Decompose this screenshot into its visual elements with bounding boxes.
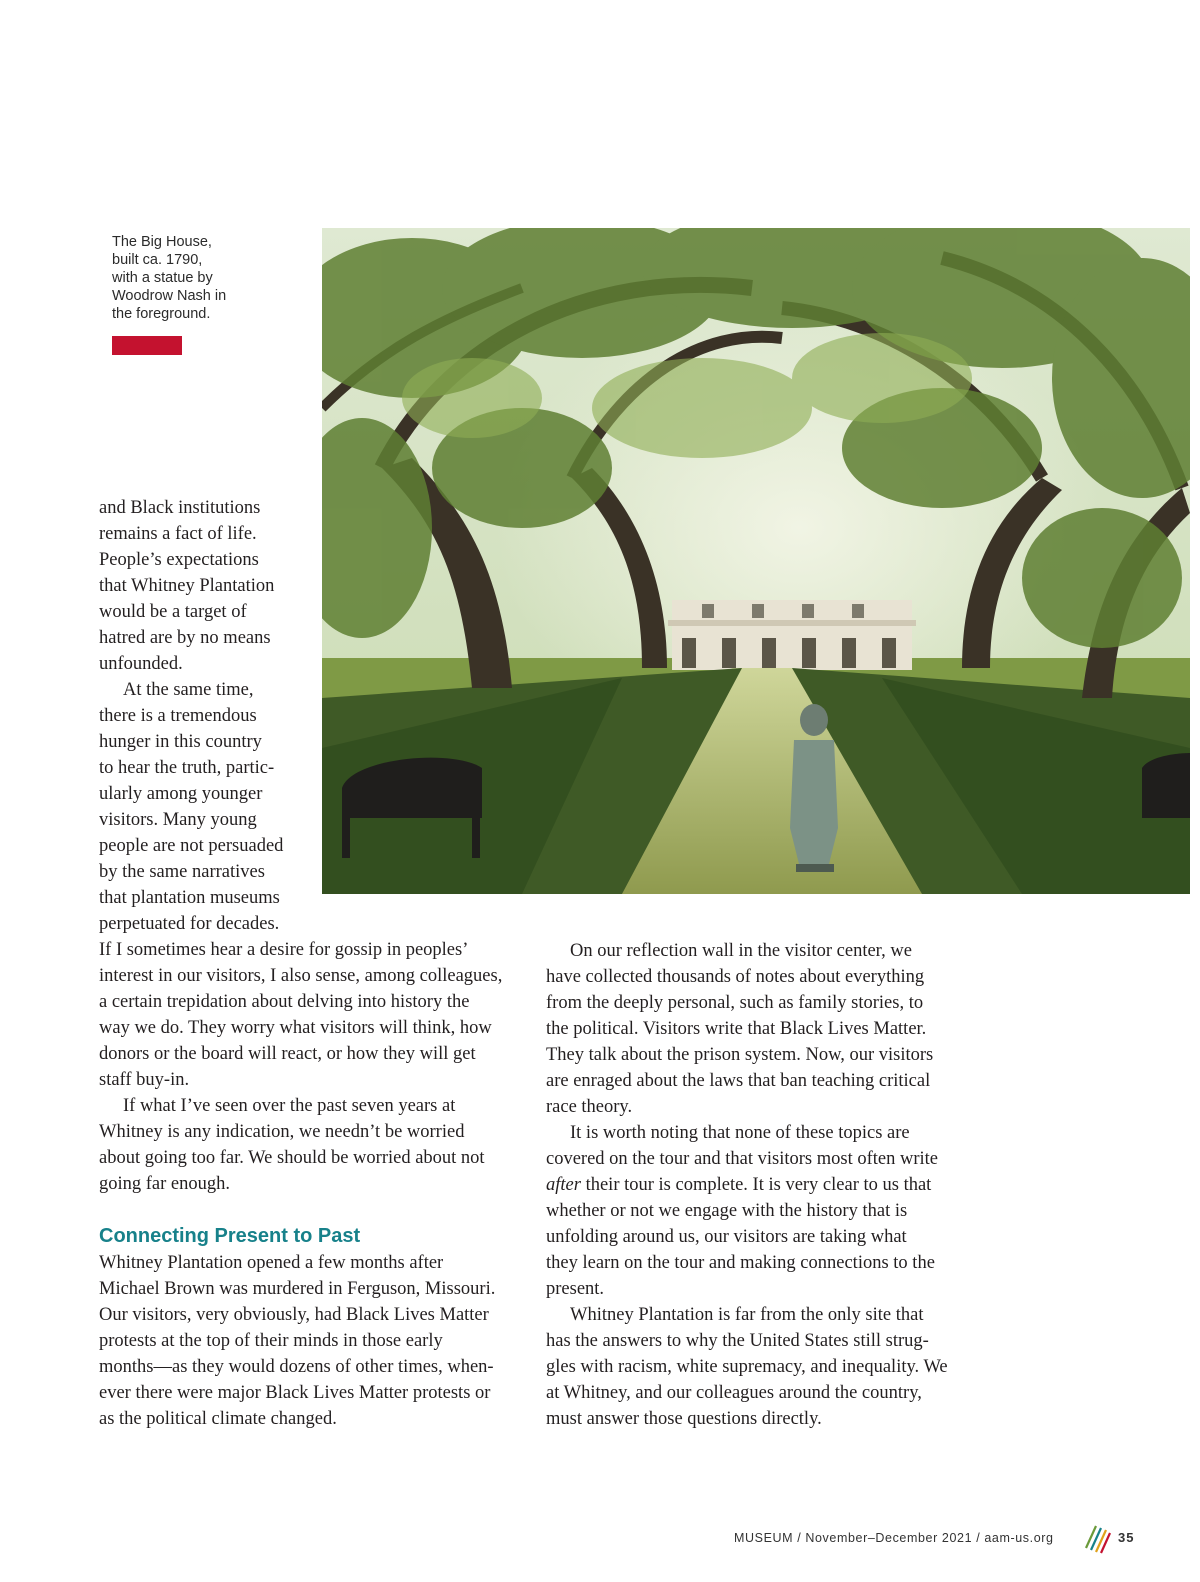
text-line: race theory. xyxy=(546,1097,633,1117)
caption-accent-bar xyxy=(112,336,182,355)
text-line: staff buy-in. xyxy=(99,1070,190,1090)
text-line: and Black institutions xyxy=(99,498,261,518)
text-line: are enraged about the laws that ban teaching critical xyxy=(546,1071,931,1091)
text-line: would be a target of xyxy=(99,602,247,622)
text-line: remains a fact of life. xyxy=(99,524,257,544)
text-line: has the answers to why the United States still strug- xyxy=(546,1331,929,1351)
text-line: protests at the top of their minds in those early xyxy=(99,1331,443,1351)
photo-illustration xyxy=(322,228,1190,894)
text-line: If I sometimes hear a desire for gossip in peoples’ xyxy=(99,940,469,960)
text-line: ularly among younger xyxy=(99,784,263,804)
text-line: ever there were major Black Lives Matter protests or xyxy=(99,1383,491,1403)
text-line: about going too far. We should be worried about not xyxy=(99,1148,485,1168)
text-line: People’s expectations xyxy=(99,550,259,570)
text-line: hunger in this country xyxy=(99,732,262,752)
text-line: It is worth noting that none of these topics are xyxy=(570,1123,910,1143)
text-line: a certain trepidation about delving into history the xyxy=(99,992,470,1012)
text-line: hatred are by no means xyxy=(99,628,271,648)
text-line: there is a tremendous xyxy=(99,706,257,726)
italic-word: after xyxy=(546,1175,581,1195)
big-house-photo xyxy=(322,228,1190,894)
text-line: that plantation museums xyxy=(99,888,280,908)
text-line: from the deeply personal, such as family stories, to xyxy=(546,993,924,1013)
text-line: the political. Visitors write that Black Lives Matter. xyxy=(546,1019,927,1039)
text-line: must answer those questions directly. xyxy=(546,1409,822,1429)
text-line: Whitney is any indication, we needn’t be worried xyxy=(99,1122,465,1142)
caption-line: built ca. 1790, xyxy=(112,252,203,268)
text-line: donors or the board will react, or how they will get xyxy=(99,1044,476,1064)
text-line: at Whitney, and our colleagues around the country, xyxy=(546,1383,922,1403)
text-line xyxy=(546,1172,931,1198)
text-line: that Whitney Plantation xyxy=(99,576,275,596)
text-line: Whitney Plantation is far from the only site that xyxy=(570,1305,924,1325)
section-heading: Connecting Present to Past xyxy=(99,1225,361,1247)
text-line: to hear the truth, partic- xyxy=(99,758,275,778)
aam-stripes-logo-icon xyxy=(1084,1522,1112,1554)
text-line: On our reflection wall in the visitor center, we xyxy=(570,941,912,961)
text-line: have collected thousands of notes about everything xyxy=(546,967,925,987)
text-line: months—as they would dozens of other times, when- xyxy=(99,1357,494,1377)
caption-line: The Big House, xyxy=(112,234,212,250)
text-line: If what I’ve seen over the past seven years at xyxy=(123,1096,456,1116)
text-line: unfolding around us, our visitors are taking what xyxy=(546,1227,907,1247)
text-line: way we do. They worry what visitors will think, how xyxy=(99,1018,492,1038)
caption-line: with a statue by xyxy=(112,270,213,286)
text-line: Whitney Plantation opened a few months after xyxy=(99,1253,444,1273)
text-line: At the same time, xyxy=(123,680,254,700)
text-line: whether or not we engage with the history that is xyxy=(546,1201,908,1221)
text-line: by the same narratives xyxy=(99,862,265,882)
text-line: gles with racism, white supremacy, and inequality. We xyxy=(546,1357,948,1377)
text-line: visitors. Many young xyxy=(99,810,257,830)
footer-text: MUSEUM / November–December 2021 / aam-us.org xyxy=(734,1531,1054,1545)
text-line: They talk about the prison system. Now, our visitors xyxy=(546,1045,934,1065)
text-line: Our visitors, very obviously, had Black Lives Matter xyxy=(99,1305,489,1325)
text-line: covered on the tour and that visitors most often write xyxy=(546,1149,939,1169)
text-fragment: their tour is complete. It is very clear to us that xyxy=(585,1175,932,1195)
text-line: as the political climate changed. xyxy=(99,1409,337,1429)
text-line: people are not persuaded xyxy=(99,836,284,856)
text-line: Michael Brown was murdered in Ferguson, Missouri. xyxy=(99,1279,496,1299)
text-line: unfounded. xyxy=(99,654,183,674)
text-line: present. xyxy=(546,1279,605,1299)
caption-line: the foreground. xyxy=(112,306,211,322)
text-line: interest in our visitors, I also sense, among colleagues, xyxy=(99,966,503,986)
text-line: going far enough. xyxy=(99,1174,231,1194)
page-number: 35 xyxy=(1118,1530,1135,1545)
caption-line: Woodrow Nash in xyxy=(112,288,227,304)
text-line: they learn on the tour and making connections to the xyxy=(546,1253,935,1273)
photo-caption xyxy=(112,233,262,323)
text-line: perpetuated for decades. xyxy=(99,914,280,934)
